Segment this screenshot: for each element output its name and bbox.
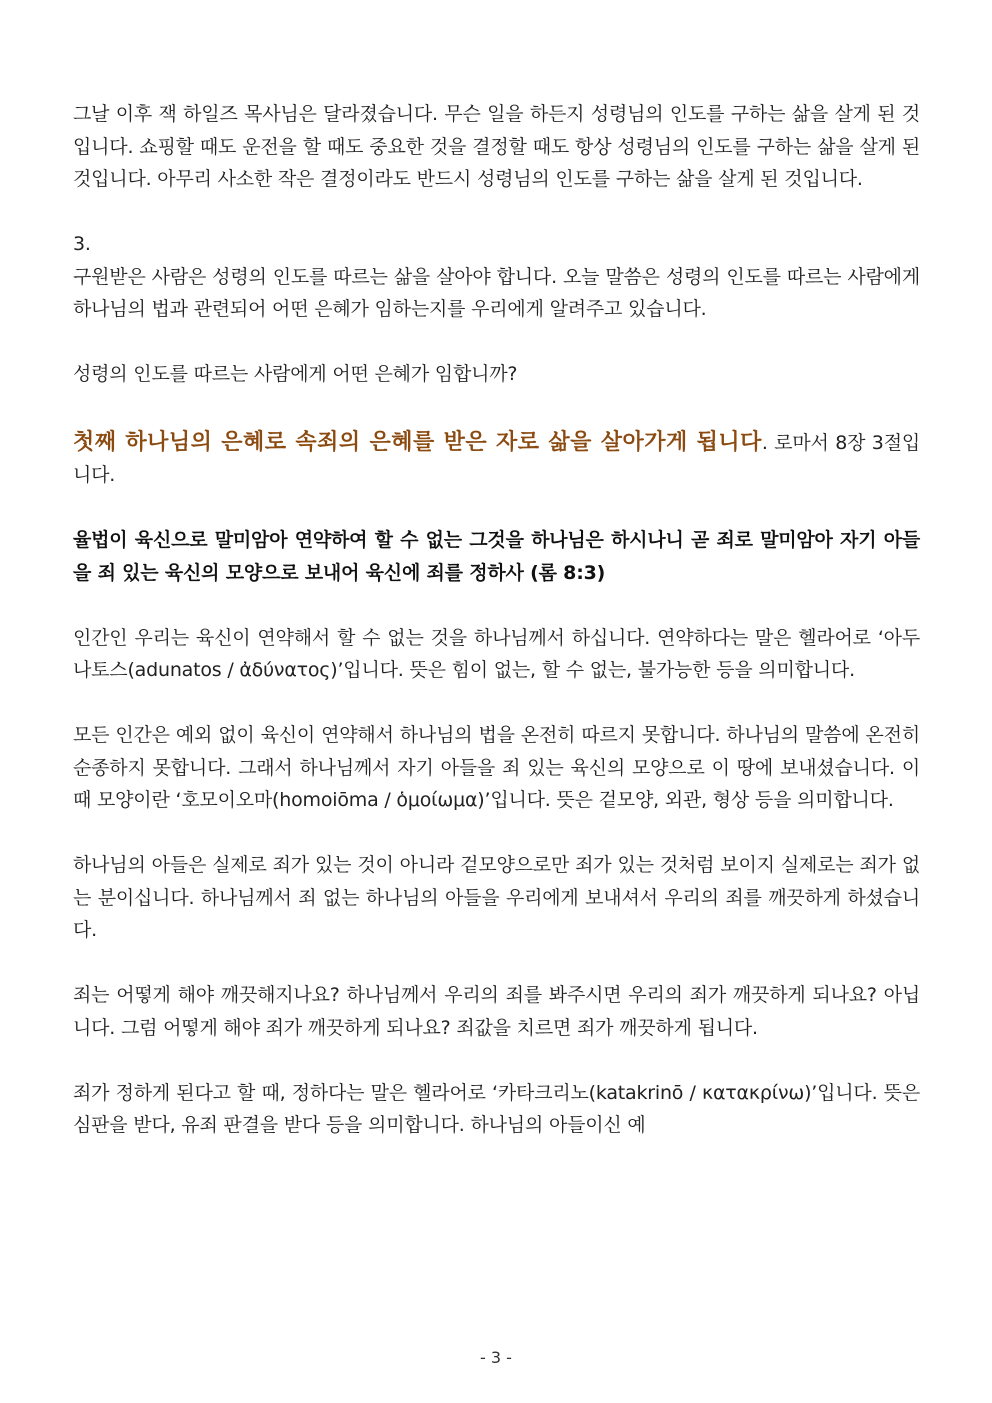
paragraph-2: 구원받은 사람은 성령의 인도를 따르는 삶을 살아야 합니다. 오늘 말씀은 성령의 인도를 따르는 사람에게 하나님의 법과 관련되어 어떤 은혜가 임하는지를 우리에게 알려주고 있습니다. bbox=[73, 265, 920, 320]
paragraph-6: 모든 인간은 예외 없이 육신이 연약해서 하나님의 법을 온전히 따르지 못합니다. 하나님의 말씀에 온전히 순종하지 못합니다. 그래서 하나님께서 자기 아들을 죄 있는 육신의 모양으로 이 땅에 보내셨습니다. 이때 모양이란 ‘호모이오마(homoiōma / ὁμοίωμα)’입니다. 뜻은 겉모양, 외관, 형상 등을 의미합니다. bbox=[73, 724, 920, 811]
section-heading: 첫째 하나님의 은혜로 속죄의 은혜를 받은 자로 삶을 살아가게 됩니다 bbox=[73, 429, 762, 455]
page-number: - 3 - bbox=[480, 1348, 512, 1367]
paragraph-8: 죄는 어떻게 해야 깨끗해지나요? 하나님께서 우리의 죄를 봐주시면 우리의 죄가 깨끗하게 되나요? 아닙니다. 그럼 어떻게 해야 죄가 깨끗하게 되나요? 죄값을 치르면 죄가 깨끗하게 됩니다. bbox=[73, 984, 920, 1039]
paragraph-1: 그날 이후 잭 하일즈 목사님은 달라졌습니다. 무슨 일을 하든지 성령님의 인도를 구하는 삶을 살게 된 것입니다. 쇼핑할 때도 운전을 할 때도 중요한 것을 결정할 때도 항상 성령님의 인도를 구하는 삶을 살게 된 것입니다. 아무리 사소한 작은 결정이라도 반드시 성령님의 인도를 구하는 삶을 살게 된 것입니다. bbox=[73, 103, 920, 190]
question-line: 성령의 인도를 따르는 사람에게 어떤 은혜가 임합니까? bbox=[73, 363, 518, 385]
paragraph-5: 인간인 우리는 육신이 연약해서 할 수 없는 것을 하나님께서 하십니다. 연약하다는 말은 헬라어로 ‘아두나토스(adunatos / ἀδύνατος)’입니다. 뜻은 힘이 없는, 할 수 없는, 불가능한 등을 의미합니다. bbox=[73, 626, 920, 681]
document-body bbox=[73, 98, 920, 1142]
paragraph-7: 하나님의 아들은 실제로 죄가 있는 것이 아니라 겉모양으로만 죄가 있는 것처럼 보이지 실제로는 죄가 없는 분이십니다. 하나님께서 죄 없는 하나님의 아들을 우리에게 보내셔서 우리의 죄를 깨끗하게 하셨습니다. bbox=[73, 854, 920, 941]
scripture-verse: 율법이 육신으로 말미암아 연약하여 할 수 없는 그것을 하나님은 하시나니 곧 죄로 말미암아 자기 아들을 죄 있는 육신의 모양으로 보내어 육신에 죄를 정하사 (롬 8:3) bbox=[73, 529, 920, 584]
heading-continuation: . 로마서 8장 3절입니다. bbox=[73, 431, 920, 486]
paragraph-9: 죄가 정하게 된다고 할 때, 정하다는 말은 헬라어로 ‘카타크리노(katakrinō / κατακρίνω)’입니다. 뜻은 심판을 받다, 유죄 판결을 받다 등을 의미합니다. 하나님의 아들이신 예 bbox=[73, 1081, 920, 1136]
paragraph-4 bbox=[73, 427, 920, 492]
section-number: 3. bbox=[73, 233, 91, 255]
